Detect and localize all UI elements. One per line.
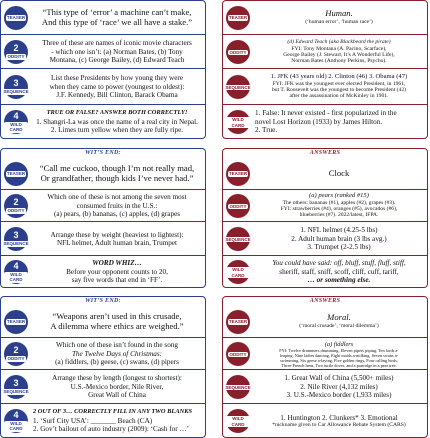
card-heading: WIT’S END: xyxy=(85,150,121,156)
oddity-badge: ODDITY xyxy=(226,194,250,218)
oddity-line: Which one of these is not among the seven most xyxy=(47,193,187,202)
card-heading: ANSWERS xyxy=(309,298,341,304)
sequence-answer: 2. Nile River (4,132 miles) xyxy=(300,382,378,391)
wild-card-answer: 2. True. xyxy=(255,126,278,135)
oddity-answer-note: George Bailey (J. Stewart, It’s A Wonderful Life), xyxy=(283,52,395,58)
sequence-answer-note: after the assassination of McKinley in 1901. xyxy=(289,93,389,100)
oddity-badge: ODDITY xyxy=(226,342,250,366)
sequence-line: NFL helmet, Adult human brain, Trumpet xyxy=(56,239,178,247)
wild-card-answer: sheriff, staff, sniff, scoff, cliff, cuff, tariff, xyxy=(279,267,399,276)
oddity-answer: (a) fiddlers xyxy=(324,340,354,348)
oddity-answer-row xyxy=(223,189,427,222)
wild-card-row xyxy=(1,104,205,139)
sequence-answer-row xyxy=(223,68,427,105)
wild-card-line: 2. Gov’t bailout of auto industry (2009): ‘Cash for …’ xyxy=(33,425,189,434)
wild-card-answer: 1. Huntington 2. Clunkers* 3. Emotional xyxy=(280,413,398,422)
wild-card-line: 1. Shangri-La was once the name of a real city in Nepal. xyxy=(36,117,198,126)
oddity-answer-row xyxy=(223,337,427,370)
sequence-answer: 1. NFL helmet (4.25-5 lbs) xyxy=(300,226,378,235)
sequence-badge: 3 SEQUENCE xyxy=(4,375,28,399)
oddity-line: consumed fruits in the U.S.: xyxy=(76,201,158,210)
sequence-answer: 2. Adult human brain (3 lbs avg.) xyxy=(291,234,387,243)
teaser-answer-note: (‘moral crusade’, ‘moral dilemma’) xyxy=(299,323,379,330)
wild-card-line: 1. ‘Surf City USA’: _______ Beach (CA) xyxy=(33,416,153,425)
teaser-line: “Call me cuckoo, though I’m not really mad, xyxy=(39,162,195,173)
oddity-answer-row xyxy=(223,34,427,69)
wild-card-row xyxy=(1,403,205,438)
sequence-line: Arrange these by length (longest to shortest): xyxy=(52,374,182,383)
sequence-answer-note: but T. Roosevelt was the youngest to become President (42) xyxy=(271,87,407,93)
question-card-2 xyxy=(0,148,206,288)
wild-card-line: say five words that end in ‘FF’. xyxy=(71,276,163,285)
answer-card-1 xyxy=(222,0,428,139)
wild-card-row xyxy=(1,255,205,288)
teaser-answer-row xyxy=(223,1,427,34)
sequence-row xyxy=(1,68,205,105)
teaser-line: Or grandfather, though kids I’ve never had.” xyxy=(40,172,194,183)
sequence-line: List these Presidents by how young they were xyxy=(51,74,183,83)
wild-card-line: 2. Limes turn yellow when they are fully ripe. xyxy=(50,126,184,135)
wild-card-answer-note: *nickname given to Car Allowance Rebate System (CARS) xyxy=(272,422,406,428)
oddity-row xyxy=(1,337,205,370)
teaser-row xyxy=(1,158,205,189)
sequence-answer-note: FYI: JFK was the youngest ever elected President, in 1961, xyxy=(272,80,406,87)
teaser-line: “This type of ‘error’ a machine can’t make, xyxy=(42,6,192,17)
sequence-answer: 1. JFK (43 years old) 2. Clinton (46) 3. Obama (47) xyxy=(270,73,408,81)
sequence-line: U.S.-Mexico border, Nile River, xyxy=(70,382,164,391)
teaser-row xyxy=(1,306,205,337)
oddity-line: (a) fiddlers, (b) geese, (c) swans, (d) pipers xyxy=(55,358,179,367)
sequence-line: J.F. Kennedy, Bill Clinton, Barack Obama xyxy=(56,91,178,100)
teaser-answer-row xyxy=(223,306,427,337)
sequence-row xyxy=(1,221,205,256)
answer-card-2 xyxy=(222,148,428,288)
teaser-answer: Moral. xyxy=(327,312,351,323)
wild-card-answer-row xyxy=(223,255,427,288)
oddity-row xyxy=(1,34,205,69)
teaser-badge: TEASER xyxy=(4,162,28,186)
wild-card-badge: WILD CARD xyxy=(226,260,250,284)
oddity-answer-note: Three French hens, Two turtle doves, and a partridge in a pear tree. xyxy=(281,362,397,368)
wild-card-line: Before your opponent counts to 20, xyxy=(66,267,168,276)
wild-card-heading: WORD WHIZ… xyxy=(92,259,142,268)
oddity-answer: (d) Edward Teach (aka Blackbeard the pirate) xyxy=(287,39,391,46)
sequence-line: when they came to power (youngest to oldest): xyxy=(49,82,185,91)
oddity-line: Three of these are names of iconic movie characters xyxy=(42,39,192,48)
oddity-badge: 2 ODDITY xyxy=(4,40,28,64)
wild-card-badge: WILD CARD xyxy=(226,409,250,433)
wild-card-heading: TRUE OR FALSE? ANSWER BOTH CORRECTLY! xyxy=(46,109,188,117)
teaser-badge: TEASER xyxy=(226,6,250,30)
teaser-line: A dilemma where ethics are weighed.” xyxy=(50,320,184,331)
sequence-line: Arrange these by weight (heaviest to lightest): xyxy=(50,230,184,239)
oddity-answer-note: blueberries (#7). 2022/latest, IFPA. xyxy=(299,212,379,219)
wild-card-heading: 2 OUT OF 3… CORRECTLY FILL IN ANY TWO BLANKS xyxy=(33,408,193,416)
answer-card-3 xyxy=(222,296,428,438)
oddity-answer: (a) pears (ranked #15) xyxy=(309,192,369,200)
question-card-3 xyxy=(0,296,206,438)
wild-card-answer: novel Lost Horizon (1933) by James Hilton. xyxy=(255,117,383,126)
oddity-answer-note: leaping, Nine ladies dancing, Eight maids a-milking, Seven swans a- xyxy=(279,352,399,358)
wild-card-answer: 1. False: It never existed - first popularized in the xyxy=(255,109,397,118)
sequence-badge: SEQUENCE xyxy=(226,375,250,399)
sequence-answer: 3. Trumpet (2-2.5 lbs) xyxy=(307,243,371,252)
sequence-badge: SEQUENCE xyxy=(226,75,250,99)
sequence-badge: SEQUENCE xyxy=(226,227,250,251)
teaser-answer: Human. xyxy=(325,8,353,19)
oddity-answer-note: Norman Bates (Anthony Perkins, Psycho). xyxy=(291,58,387,65)
oddity-line: The Twelve Days of Christmas: xyxy=(71,349,163,358)
wild-card-badge: 4 WILD CARD xyxy=(4,409,28,433)
sequence-answer: 3. U.S.-Mexico border (1,933 miles) xyxy=(286,391,392,400)
oddity-badge: 2 ODDITY xyxy=(4,342,28,366)
oddity-answer-note: The others: bananas (#1), apples (#2), grapes (#3). xyxy=(282,199,396,206)
wild-card-badge: 4 WILD CARD xyxy=(4,260,28,284)
teaser-line: And this type of ‘race’ we all have a stake.” xyxy=(41,16,193,27)
teaser-badge: TEASER xyxy=(4,310,28,334)
oddity-answer-note: swimming, Six geese a-laying, Five golden rings, Four calling birds, xyxy=(280,357,398,363)
wild-card-answer: … or something else. xyxy=(307,276,371,285)
teaser-line: “Weapons aren’t used in this crusade, xyxy=(52,310,182,321)
teaser-answer: Clock xyxy=(328,167,350,178)
wild-card-answer-row xyxy=(223,104,427,139)
card-heading: WIT’S END: xyxy=(85,298,121,304)
wild-card-answer: You could have said: off, bluff, stuff, fluff, stiff, xyxy=(272,259,406,268)
teaser-badge: TEASER xyxy=(4,6,28,30)
card-heading: ANSWERS xyxy=(309,150,341,156)
oddity-line: - which one isn’t: (a) Norman Bates, (b) Tony xyxy=(51,47,183,56)
sequence-answer: 1. Great Wall of China (5,500+ miles) xyxy=(284,374,394,383)
oddity-answer-note: FYI: Twelve drummers drumming, Eleven pipers piping, Ten lords a- xyxy=(279,347,399,353)
oddity-line: Montana, (c) George Bailey, (d) Edward Teach xyxy=(49,56,185,65)
teaser-answer-row xyxy=(223,158,427,189)
wild-card-badge: WILD CARD xyxy=(226,110,250,134)
oddity-line: (a) pears, (b) bananas, (c) apples, (d) grapes xyxy=(53,210,181,219)
teaser-row xyxy=(1,1,205,34)
question-card-1 xyxy=(0,0,206,139)
sequence-line: Great Wall of China xyxy=(88,391,146,400)
teaser-badge: TEASER xyxy=(226,162,250,186)
sequence-answer-row xyxy=(223,369,427,404)
sequence-row xyxy=(1,369,205,404)
oddity-row xyxy=(1,189,205,222)
oddity-answer-note: FYI: strawberries (#4), oranges (#5), avocados (#6), xyxy=(280,206,398,212)
oddity-badge: ODDITY xyxy=(226,40,250,64)
oddity-badge: 2 ODDITY xyxy=(4,194,28,218)
oddity-line: Which one of these isn’t found in the song xyxy=(55,341,179,350)
sequence-answer-row xyxy=(223,221,427,256)
sequence-badge: 3 SEQUENCE xyxy=(4,227,28,251)
wild-card-badge: 4 WILD CARD xyxy=(4,110,28,134)
sequence-badge: 3 SEQUENCE xyxy=(4,75,28,99)
teaser-answer-note: (‘human error’, ‘human race’) xyxy=(305,19,373,26)
teaser-badge: TEASER xyxy=(226,310,250,334)
oddity-answer-note: FYI: Tony Montana (A. Pacino, Scarface), xyxy=(291,45,387,52)
wild-card-answer-row xyxy=(223,403,427,438)
